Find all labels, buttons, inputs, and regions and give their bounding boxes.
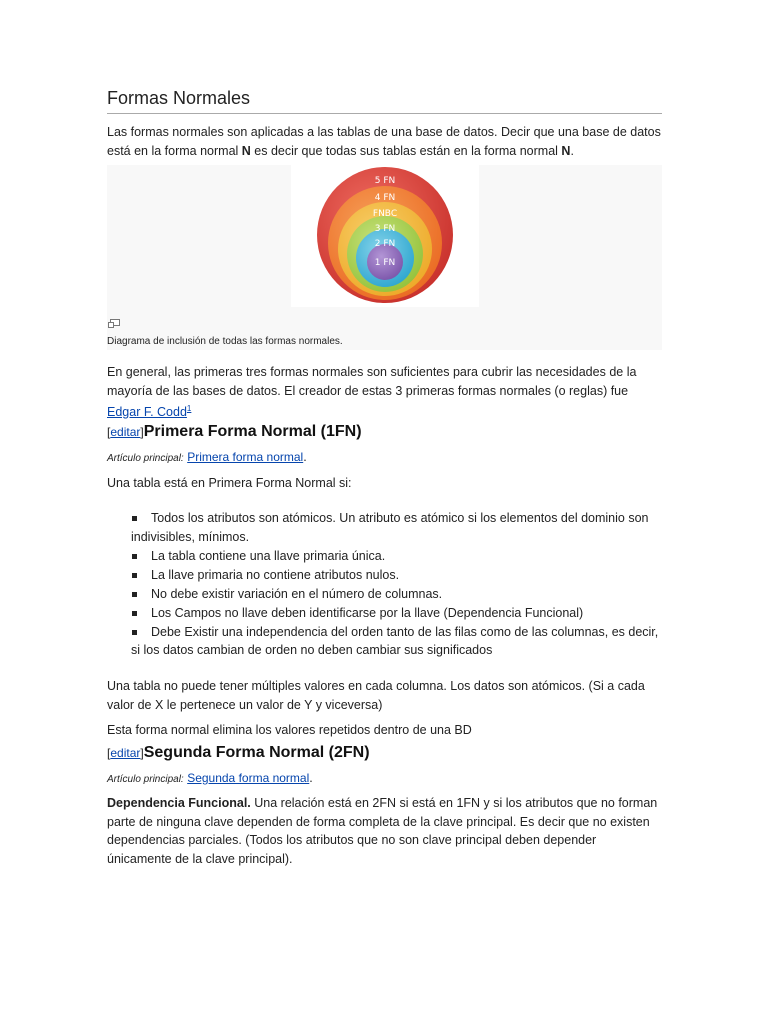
bullet-icon xyxy=(132,554,137,559)
1fn-summary: Esta forma normal elimina los valores repetidos dentro de una BD xyxy=(107,723,472,737)
list-item-text: La tabla contiene una llave primaria única. xyxy=(151,548,386,563)
codd-link[interactable]: Edgar F. Codd xyxy=(107,405,187,420)
figure-caption: Diagrama de inclusión de todas las formas normales. xyxy=(107,336,343,347)
page-title: Formas Normales xyxy=(107,88,662,114)
main-article-2fn: Artículo principal: Segunda forma normal. xyxy=(107,771,313,785)
ring-label: 1 FN xyxy=(374,258,396,268)
1fn-intro: Una tabla está en Primera Forma Normal si: xyxy=(107,476,352,490)
edit-close-bracket: ] xyxy=(140,746,144,760)
section-heading-1fn xyxy=(107,423,362,441)
intro-paragraph xyxy=(107,123,662,160)
main-article-1fn: Artículo principal: Primera forma normal. xyxy=(107,450,307,464)
list-item xyxy=(131,566,662,585)
intro-bold-n-2: N xyxy=(561,143,571,158)
figure xyxy=(107,165,662,350)
list-item-text: Debe Existir una independencia del orden tanto de las filas como de las columnas, es decir, si los datos cambian de orden no deben cambiar sus significados xyxy=(131,624,659,657)
list-item xyxy=(131,585,662,604)
2fn-paragraph xyxy=(107,794,662,868)
ring-label: FNBC xyxy=(372,209,398,219)
edit-link-2fn[interactable]: editar xyxy=(110,746,141,760)
heading-1fn: Primera Forma Normal (1FN) xyxy=(143,423,362,440)
bullet-icon xyxy=(132,611,137,616)
general-text: En general, las primeras tres formas normales son suficientes para cubrir las necesidades de la mayoría de las bases de datos. El creador de estas 3 primeras formas normales (o reglas) fue xyxy=(107,365,637,398)
list-item xyxy=(131,623,662,660)
ring-label: 4 FN xyxy=(374,193,396,203)
1fn-atomic-paragraph: Una tabla no puede tener múltiples valores en cada columna. Los datos son atómicos. (Si a cada valor de X le pertenece un valor de Y y viceversa) xyxy=(107,679,645,712)
nested-circles-svg xyxy=(291,165,479,307)
enlarge-icon[interactable] xyxy=(108,319,120,328)
heading-2fn: Segunda Forma Normal (2FN) xyxy=(143,744,370,761)
1fn-rules-list xyxy=(131,509,662,660)
2fn-text: Una relación está en 2FN si está en 1FN y si los atributos que no forman parte de ninguna clave dependen de forma completa de la clave principal. Es decir que no existen dependencias parciales. (Todos los atributos que no son clave principal deben depender únicamente de la clave principal). xyxy=(107,796,658,866)
list-item-text: Todos los atributos son atómicos. Un atributo es atómico si los elementos del dominio son indivisibles, mínimos. xyxy=(131,511,649,544)
edit-open-bracket: [ xyxy=(107,425,111,439)
list-item-text: Los Campos no llave deben identificarse por la llave (Dependencia Funcional) xyxy=(151,605,584,620)
intro-text-2: es decir que todas sus tablas están en la forma normal xyxy=(250,143,562,158)
edit-open-bracket: [ xyxy=(107,746,111,760)
list-item xyxy=(131,604,662,623)
bullet-icon xyxy=(132,592,137,597)
section-heading-2fn xyxy=(107,744,370,762)
main-article-link-2fn[interactable]: Segunda forma normal xyxy=(187,771,310,785)
bullet-icon xyxy=(132,516,137,521)
2fn-bold-term: Dependencia Funcional. xyxy=(107,796,251,810)
main-article-label: Artículo principal: xyxy=(107,774,184,785)
list-item-text: La llave primaria no contiene atributos nulos. xyxy=(151,567,400,582)
list-item xyxy=(131,547,662,566)
normal-forms-diagram[interactable] xyxy=(291,165,479,307)
main-article-link-1fn[interactable]: Primera forma normal xyxy=(187,450,304,464)
intro-text: Las formas normales son aplicadas a las tablas de una base de datos. Decir que una base de datos está en la forma normal xyxy=(107,125,661,158)
edit-link-1fn[interactable]: editar xyxy=(110,425,141,439)
bullet-icon xyxy=(132,573,137,578)
ring-label: 2 FN xyxy=(374,239,396,249)
bullet-icon xyxy=(132,630,137,635)
intro-bold-n: N xyxy=(241,143,251,158)
edit-close-bracket: ] xyxy=(140,425,144,439)
main-article-label: Artículo principal: xyxy=(107,453,184,464)
general-paragraph xyxy=(107,363,662,422)
reference-link[interactable]: 1 xyxy=(186,404,192,413)
ring-label: 3 FN xyxy=(374,224,396,234)
list-item xyxy=(131,509,662,546)
ring-label: 5 FN xyxy=(374,176,396,186)
list-item-text: No debe existir variación en el número de columnas. xyxy=(151,586,443,601)
intro-text-3: . xyxy=(570,143,574,158)
